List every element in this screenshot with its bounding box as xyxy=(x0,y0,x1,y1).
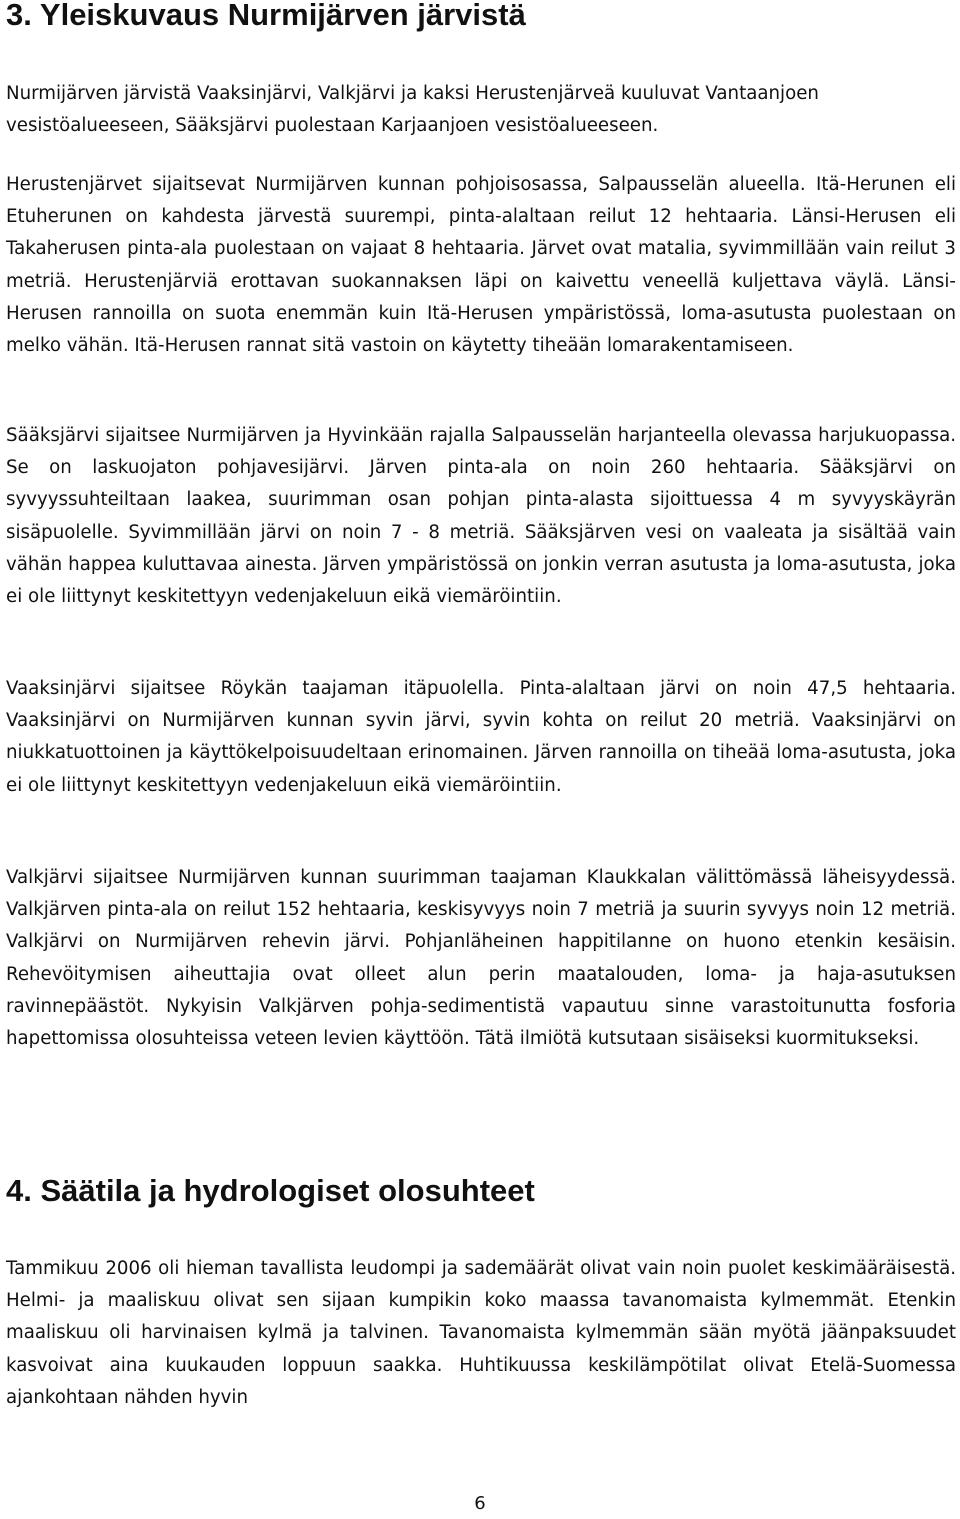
section-3-paragraph-1: Nurmijärven järvistä Vaaksinjärvi, Valkjärvi ja kaksi Herustenjärveä kuuluvat Vantaanjoen vesistöalueeseen, Sääksjärvi puolestaan Karjaanjoen vesistöalueeseen. xyxy=(6,83,819,137)
section-3-paragraph-3: Sääksjärvi sijaitsee Nurmijärven ja Hyvinkään rajalla Salpausselän harjanteella olevassa harjukuopassa. Se on laskuojaton pohjavesijärvi. Järven pinta-ala on noin 260 hehtaaria. Sääksjärvi on syvyyssuhteiltaan laakea, suurimman osan pohjan pinta-alasta sijoittuessa 4 m syvyyskäyrän sisäpuolelle. Syvimmillään järvi on noin 7 - 8 metriä. Sääksjärven vesi on vaaleata ja sisältää vain vähän happea kuluttavaa ainesta. Järven ympäristössä on jonkin verran asutusta ja loma-asutusta, joka ei ole liittynyt keskitettyyn vedenjakeluun eikä viemäröintiin. xyxy=(6,425,956,608)
section-3-paragraph-4: Vaaksinjärvi sijaitsee Röykän taajaman itäpuolella. Pinta-alaltaan järvi on noin 47,5 hehtaaria. Vaaksinjärvi on Nurmijärven kunnan syvin järvi, syvin kohta on reilut 20 metriä. Vaaksinjärvi on niukkatuottoinen ja käyttökelpoisuudeltaan erinomainen. Järven rannoilla on tiheää loma-asutusta, joka ei ole liittynyt keskitettyyn vedenjakeluun eikä viemäröintiin. xyxy=(6,678,956,796)
section-4-heading: 4. Säätila ja hydrologiset olosuhteet xyxy=(6,1173,535,1208)
page-number: 6 xyxy=(474,1493,486,1514)
section-3-paragraph-2: Herustenjärvet sijaitsevat Nurmijärven kunnan pohjoisosassa, Salpausselän alueella. Itä-Herunen eli Etuherunen on kahdesta järvestä suurempi, pinta-alaltaan reilut 12 hehtaaria. Länsi-Herusen eli Takaherusen pinta-ala puolestaan on vajaat 8 hehtaaria. Järvet ovat matalia, syvimmillään vain reilut 3 metriä. Herustenjärviä erottavan suokannaksen läpi on kaivettu veneellä kuljettava väylä. Länsi-Herusen rannoilla on suota enemmän kuin Itä-Herusen ympäristössä, loma-asutusta puolestaan on melko vähän. Itä-Herusen rannat sitä vastoin on käytetty tiheään lomarakentamiseen. xyxy=(6,174,956,357)
section-3-paragraph-5: Valkjärvi sijaitsee Nurmijärven kunnan suurimman taajaman Klaukkalan välittömässä läheisyydessä. Valkjärven pinta-ala on reilut 152 hehtaaria, keskisyvyys noin 7 metriä ja suurin syvyys noin 12 metriä. Valkjärvi on Nurmijärven rehevin järvi. Pohjanläheinen happitilanne on huono etenkin kesäisin. Rehevöitymisen aiheuttajia ovat olleet alun perin maatalouden, loma- ja haja-asutuksen ravinnepäästöt. Nykyisin Valkjärven pohja-sedimentistä vapautuu sinne varastoitunutta fosforia hapettomissa olosuhteissa veteen levien käyttöön. Tätä ilmiötä kutsutaan sisäiseksi kuormitukseksi. xyxy=(6,867,956,1050)
section-4-paragraph-1: Tammikuu 2006 oli hieman tavallista leudompi ja sademäärät olivat vain noin puolet keskimääräisestä. Helmi- ja maaliskuu olivat sen sijaan kumpikin koko maassa tavanomaista kylmemmät. Etenkin maaliskuu oli harvinaisen kylmä ja talvinen. Tavanomaista kylmemmän sään myötä jäänpaksuudet kasvoivat aina kuukauden loppuun saakka. Huhtikuussa keskilämpötilat olivat Etelä-Suomessa ajankohtaan nähden hyvin xyxy=(6,1258,956,1408)
section-3-heading: 3. Yleiskuvaus Nurmijärven järvistä xyxy=(6,0,526,32)
